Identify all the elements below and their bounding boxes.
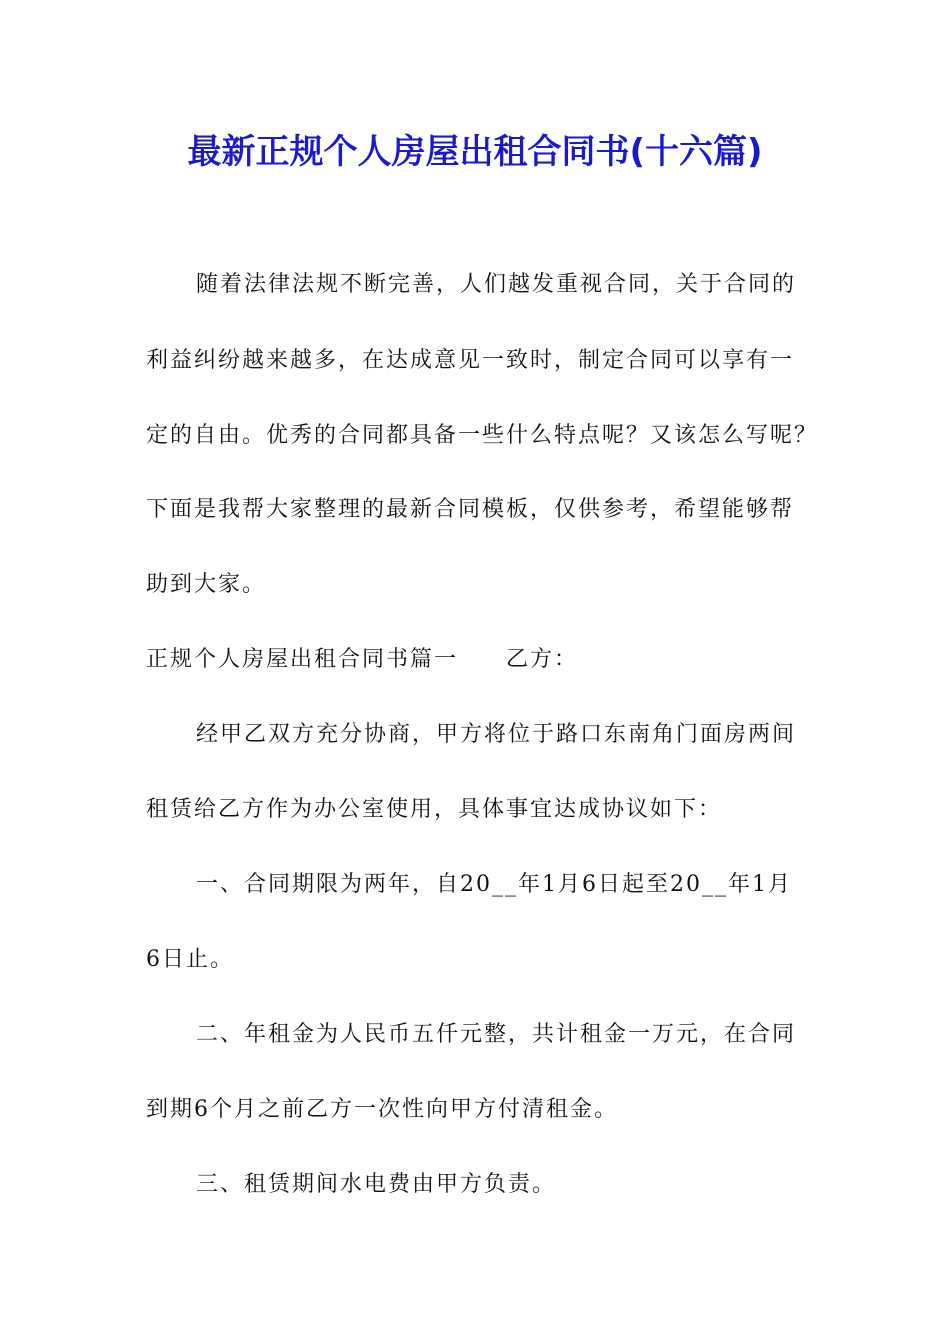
paragraph-line: 定的自由。优秀的合同都具备一些什么特点呢？又该怎么写呢？: [146, 423, 819, 448]
paragraph-line: 租赁给乙方作为办公室使用，具体事宜达成协议如下：: [146, 797, 723, 822]
paragraph-line: 随着法律法规不断完善，人们越发重视合同，关于合同的: [196, 272, 797, 297]
clause-line: 二、年租金为人民币五仟元整，共计租金一万元，在合同: [196, 1022, 797, 1047]
clause-line: 6日止。: [146, 947, 234, 972]
paragraph-line: 经甲乙双方充分协商，甲方将位于路口东南角门面房两间: [196, 722, 797, 747]
paragraph-line: 助到大家。: [146, 572, 267, 597]
clause-line: 三、租赁期间水电费由甲方负责。: [196, 1172, 557, 1197]
section-heading: 正规个人房屋出租合同书篇一 乙方：: [146, 647, 579, 672]
clause-line: 一、合同期限为两年，自20__年1月6日起至20__年1月: [196, 872, 792, 897]
paragraph-line: 利益纠纷越来越多，在达成意见一致时，制定合同可以享有一: [146, 348, 795, 373]
clause-line: 到期6个月之前乙方一次性向甲方付清租金。: [146, 1097, 618, 1122]
paragraph-line: 下面是我帮大家整理的最新合同模板，仅供参考，希望能够帮: [146, 497, 795, 522]
document-title: 最新正规个人房屋出租合同书(十六篇): [187, 132, 763, 172]
